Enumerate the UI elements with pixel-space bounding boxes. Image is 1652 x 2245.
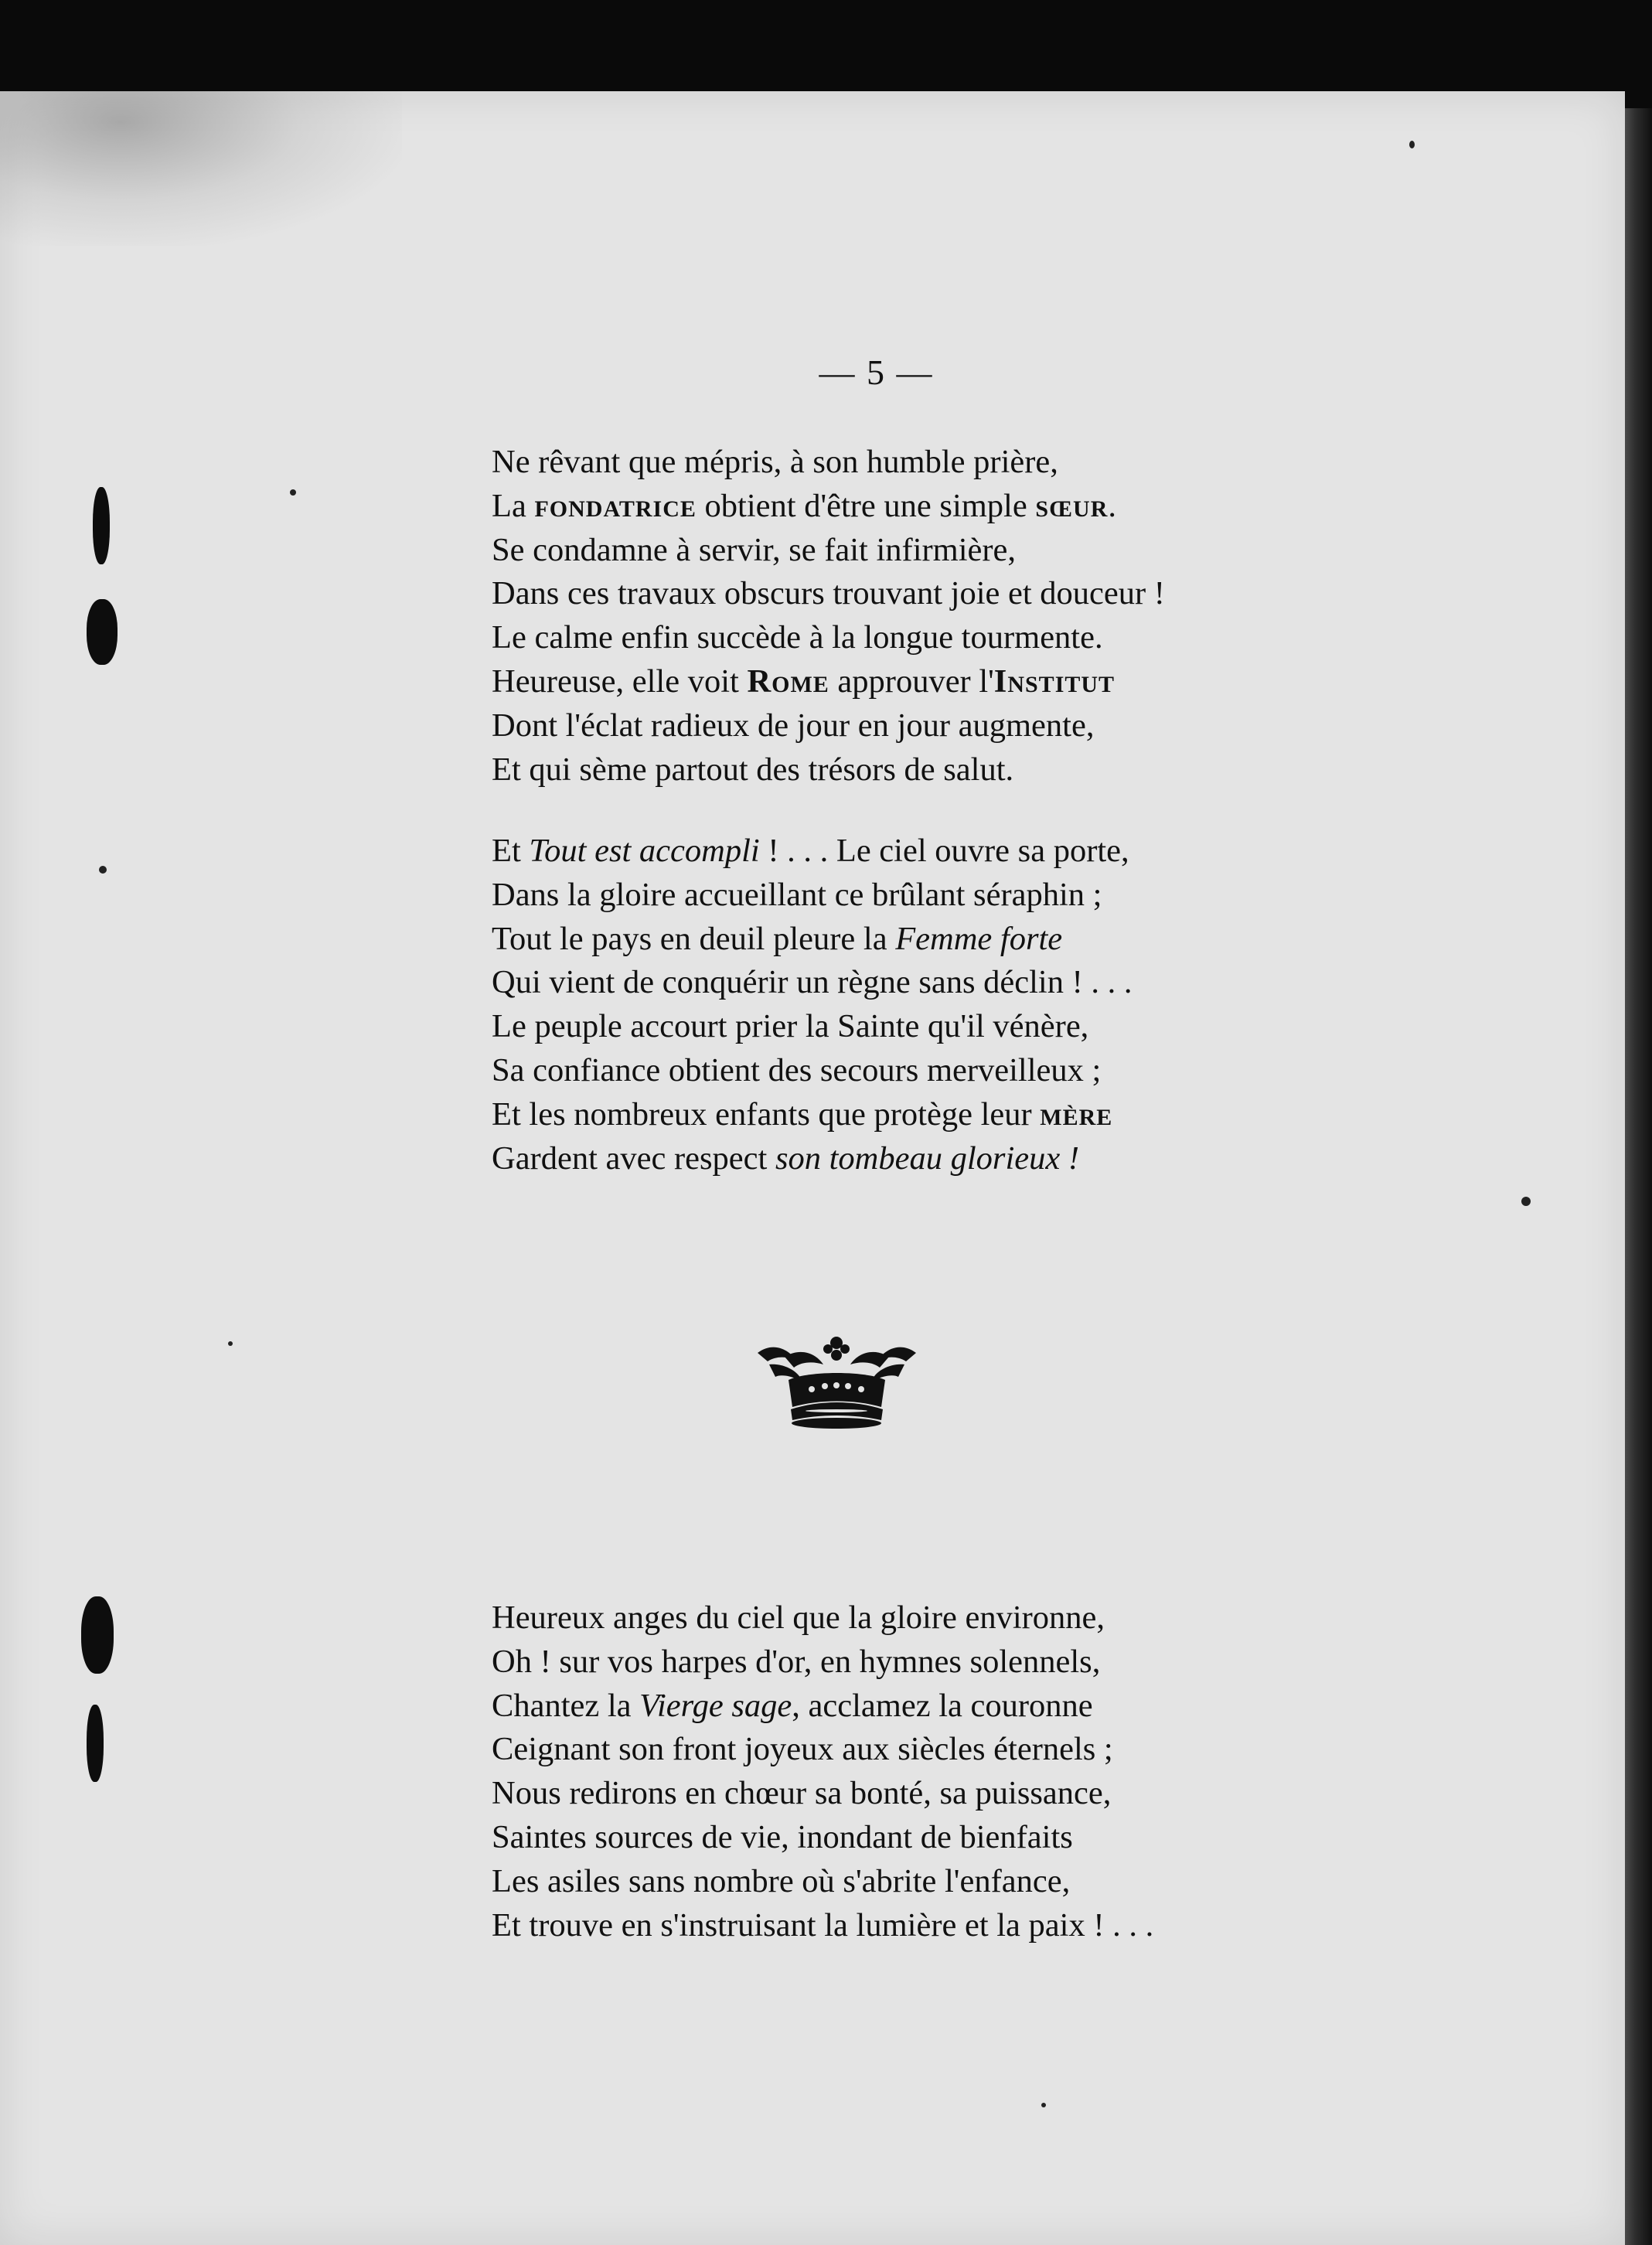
dust-speck	[99, 866, 107, 874]
verse-text: Tout le pays en deuil pleure la	[492, 920, 896, 957]
verse-line	[492, 1860, 1153, 1904]
verse-text: Gardent avec respect	[492, 1140, 775, 1177]
verse-line	[492, 748, 1165, 792]
verse-text: Vierge sage	[639, 1687, 792, 1724]
verse-text: Et qui sème partout des trésors de salut.	[492, 751, 1014, 788]
verse-text: Et trouve en s'instruisant la lumière et la paix ! . . .	[492, 1906, 1154, 1944]
verse-text: sœur	[1035, 487, 1109, 524]
verse-line	[492, 529, 1165, 573]
verse-text: Institut	[993, 663, 1116, 700]
page-edge	[1625, 108, 1652, 2245]
verse-line	[492, 874, 1133, 918]
verse-text: Dont l'éclat radieux de jour en jour augmente,	[492, 707, 1095, 744]
verse-line	[492, 441, 1165, 485]
verse-text: Le calme enfin succède à la longue tourmente.	[492, 619, 1103, 656]
verse-text: Nous redirons en chœur sa bonté, sa puissance,	[492, 1775, 1112, 1812]
verse-text: Se condamne à servir, se fait infirmière,	[492, 531, 1017, 568]
verse-text: Chantez la	[492, 1687, 640, 1724]
verse-line	[492, 1685, 1153, 1729]
verse-text: Femme forte	[895, 920, 1063, 957]
verse-text: Oh ! sur vos harpes d'or, en hymnes solennels,	[492, 1643, 1101, 1680]
verse-line	[492, 918, 1133, 962]
binding-hole	[93, 487, 110, 564]
crown-ornament-icon	[754, 1334, 920, 1430]
verse-line	[492, 1816, 1153, 1860]
verse-text: Tout est accompli	[529, 833, 760, 869]
dust-speck	[228, 1341, 233, 1346]
binding-hole	[87, 1705, 104, 1782]
verse-line	[492, 660, 1165, 704]
verse-text: Heureux anges du ciel que la gloire environne,	[492, 1599, 1105, 1636]
dust-speck	[290, 489, 296, 496]
dust-speck	[1409, 141, 1415, 148]
verse-text: Sa confiance obtient des secours merveilleux ;	[492, 1051, 1102, 1088]
verse-text: Et	[492, 833, 530, 869]
verse-text: Ceignant son front joyeux aux siècles éternels ;	[492, 1731, 1113, 1768]
binding-hole	[87, 599, 118, 665]
verse-text: son tombeau glorieux !	[775, 1140, 1080, 1177]
verse-line	[492, 1728, 1153, 1772]
verse-text: La	[492, 487, 535, 524]
verse-text: Heureuse, elle voit	[492, 663, 748, 700]
verse-text: obtient d'être une simple	[696, 487, 1036, 524]
verse-line	[492, 1640, 1153, 1685]
page-smudge	[0, 91, 402, 246]
verse-text: mère	[1040, 1095, 1113, 1133]
verse-line	[492, 1049, 1133, 1093]
verse-line	[492, 1596, 1153, 1640]
stanza-1	[492, 441, 1165, 792]
verse-line	[492, 572, 1165, 616]
binding-hole	[81, 1596, 114, 1674]
verse-text: Les asiles sans nombre où s'abrite l'enfance,	[492, 1862, 1071, 1899]
dust-speck	[1041, 2103, 1046, 2107]
verse-text: Le peuple accourt prier la Sainte qu'il vénère,	[492, 1008, 1089, 1045]
verse-text: , acclamez la couronne	[792, 1687, 1093, 1724]
verse-text: .	[1108, 487, 1116, 524]
verse-text: approuver l'	[829, 663, 994, 700]
verse-line	[492, 616, 1165, 660]
verse-line	[492, 1137, 1133, 1181]
stanza-2	[492, 830, 1133, 1180]
verse-line	[492, 830, 1133, 874]
verse-line	[492, 704, 1165, 748]
stanza-3	[492, 1596, 1153, 1947]
verse-text: fondatrice	[534, 487, 697, 524]
verse-text: Et les nombreux enfants que protège leur	[492, 1095, 1041, 1133]
verse-line	[492, 1772, 1153, 1816]
verse-text: Qui vient de conquérir un règne sans déclin ! . . .	[492, 964, 1133, 1001]
verse-text: Dans la gloire accueillant ce brûlant séraphin ;	[492, 876, 1102, 913]
verse-line	[492, 1005, 1133, 1049]
verse-text: Dans ces travaux obscurs trouvant joie et douceur !	[492, 575, 1165, 612]
verse-line	[492, 961, 1133, 1005]
verse-text: Saintes sources de vie, inondant de bienfaits	[492, 1818, 1073, 1855]
verse-line	[492, 1093, 1133, 1137]
dust-speck	[1521, 1197, 1531, 1206]
page-number: — 5 —	[819, 353, 934, 392]
verse-text: Rome	[747, 663, 829, 700]
verse-text: ! . . . Le ciel ouvre sa porte,	[759, 833, 1129, 869]
verse-line	[492, 1904, 1153, 1948]
verse-text: Ne rêvant que mépris, à son humble prière,	[492, 444, 1058, 480]
verse-line	[492, 485, 1165, 529]
